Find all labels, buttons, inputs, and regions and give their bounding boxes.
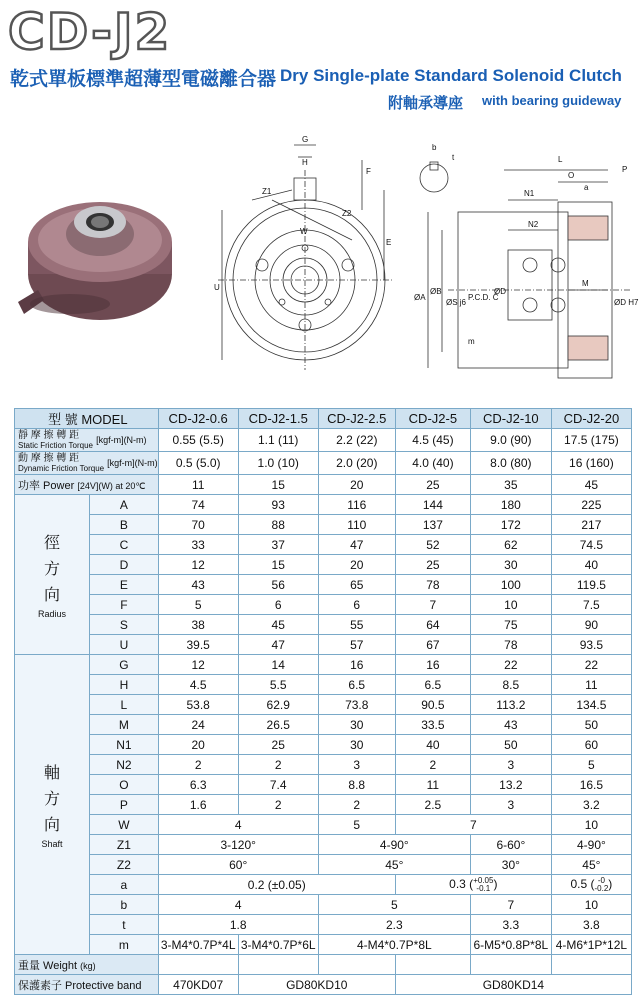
label-M: M (582, 279, 589, 288)
table-cell: 0.2 (±0.05) (158, 875, 395, 895)
section-char: 徑 (44, 534, 61, 552)
table-row (15, 495, 632, 515)
table-cell: 73.8 (318, 695, 395, 715)
table-cell: 43 (470, 715, 551, 735)
table-row (15, 595, 632, 615)
subtitle-english: with bearing guideway (482, 93, 622, 108)
model-cell: CD-J2-10 (470, 409, 551, 429)
table-cell: 33 (158, 535, 238, 555)
table-row (15, 715, 632, 735)
table-cell: 16 (160) (551, 452, 631, 475)
table-row (15, 895, 632, 915)
table-cell: 4 (158, 895, 318, 915)
table-cell: 4.5 (45) (395, 429, 470, 452)
table-cell: 0.5 ( -0 -0.2 ) (551, 875, 631, 895)
table-cell: 35 (470, 475, 551, 495)
table-cell: 3 (470, 755, 551, 775)
dimension-key: U (90, 635, 159, 655)
table-cell: 1.1 (11) (238, 429, 318, 452)
label-W: W (300, 227, 308, 236)
title-chinese: 乾式單板標準超薄型電磁離合器 (10, 69, 277, 90)
static-torque-label: 靜 摩 擦 轉 距 Static Friction Torque [kgf-m](N-m) (15, 429, 159, 452)
table-cell: 45° (318, 855, 470, 875)
table-cell: 1.0 (10) (238, 452, 318, 475)
table-cell: 3-M4*0.7P*4L (158, 935, 238, 955)
section-char: 方 (44, 790, 61, 808)
label-N2: N2 (528, 220, 539, 229)
table-row (15, 875, 632, 895)
table-row (15, 555, 632, 575)
table-cell: 26.5 (238, 715, 318, 735)
table-cell: 45° (551, 855, 631, 875)
table-row (15, 775, 632, 795)
table-cell: 4 (158, 815, 318, 835)
dynamic-torque-row (15, 452, 632, 475)
table-cell: 4-90° (551, 835, 631, 855)
dynamic-torque-label: 動 摩 擦 轉 距 Dynamic Friction Torque [kgf-m](N-m) (15, 452, 159, 475)
table-cell: 93.5 (551, 635, 631, 655)
table-cell: 4-M4*0.7P*8L (318, 935, 470, 955)
table-cell: 6.3 (158, 775, 238, 795)
table-cell: 3 (470, 795, 551, 815)
protective-band-row (15, 975, 632, 995)
dimension-key: Z2 (90, 855, 159, 875)
table-cell: 70 (158, 515, 238, 535)
label-phiB: ØB (430, 287, 442, 296)
model-cell: CD-J2-2.5 (318, 409, 395, 429)
table-cell: 39.5 (158, 635, 238, 655)
table-cell: 7 (470, 895, 551, 915)
label-phiS: ØS j6 (446, 298, 467, 307)
table-cell: 15 (238, 555, 318, 575)
label-phiD: ØD (494, 287, 506, 296)
table-cell: 24 (158, 715, 238, 735)
table-cell: 16 (318, 655, 395, 675)
table-cell: 30 (318, 735, 395, 755)
dimension-key: D (90, 555, 159, 575)
spec-table (14, 408, 632, 995)
table-cell: 5 (318, 815, 395, 835)
table-cell: 25 (238, 735, 318, 755)
table-row (15, 855, 632, 875)
table-cell: 16 (395, 655, 470, 675)
dimension-key: B (90, 515, 159, 535)
label-phiA: ØA (414, 293, 426, 302)
model-logo: CD-J2 (8, 3, 172, 61)
table-cell: 20 (158, 735, 238, 755)
table-cell: 137 (395, 515, 470, 535)
table-cell: 0.3 ( +0.05 -0.1 ) (395, 875, 551, 895)
table-cell: 22 (470, 655, 551, 675)
label-F: F (366, 167, 371, 176)
table-cell: 3.8 (551, 915, 631, 935)
label-G: G (302, 135, 309, 144)
table-cell: 5 (158, 595, 238, 615)
table-cell: 30 (318, 715, 395, 735)
table-cell: 8.5 (470, 675, 551, 695)
dimension-key: S (90, 615, 159, 635)
table-cell: 7 (395, 815, 551, 835)
table-cell: 4.5 (158, 675, 238, 695)
table-cell: 470KD07 (158, 975, 238, 995)
label-b: b (432, 143, 437, 152)
table-cell: 119.5 (551, 575, 631, 595)
dimension-key: N2 (90, 755, 159, 775)
table-cell: 14 (238, 655, 318, 675)
dimension-key: O (90, 775, 159, 795)
table-cell: GD80KD10 (238, 975, 395, 995)
table-cell: 172 (470, 515, 551, 535)
dimension-key: a (90, 875, 159, 895)
table-cell: 45 (551, 475, 631, 495)
dimension-key: N1 (90, 735, 159, 755)
table-cell: 11 (158, 475, 238, 495)
table-row (15, 815, 632, 835)
table-cell: 144 (395, 495, 470, 515)
table-cell: 6 (318, 595, 395, 615)
dimension-key: t (90, 915, 159, 935)
table-cell: 60° (158, 855, 318, 875)
table-cell: 90 (551, 615, 631, 635)
table-cell: 62 (470, 535, 551, 555)
label-N1: N1 (524, 189, 535, 198)
table-cell: 25 (395, 475, 470, 495)
label-Z2: Z2 (342, 209, 352, 218)
table-cell: 37 (238, 535, 318, 555)
table-cell: 180 (470, 495, 551, 515)
table-cell: 113.2 (470, 695, 551, 715)
table-cell: 78 (395, 575, 470, 595)
table-cell: 3.3 (470, 915, 551, 935)
table-cell: 2.0 (20) (318, 452, 395, 475)
table-cell: 47 (318, 535, 395, 555)
table-cell: 53.8 (158, 695, 238, 715)
table-cell: 15 (238, 475, 318, 495)
table-cell: 10 (470, 595, 551, 615)
model-cell: CD-J2-5 (395, 409, 470, 429)
table-cell: 6-M5*0.8P*8L (470, 935, 551, 955)
front-view-drawing (212, 130, 398, 370)
table-cell: 7.4 (238, 775, 318, 795)
model-cell: CD-J2-20 (551, 409, 631, 429)
dimension-key: Z1 (90, 835, 159, 855)
section-char: 軸 (44, 764, 61, 782)
table-cell: 2 (238, 755, 318, 775)
dimension-key: m (90, 935, 159, 955)
table-cell: 12 (158, 655, 238, 675)
table-row (15, 635, 632, 655)
side-view-drawing (408, 130, 639, 380)
power-label: 功率 Power [24V](W) at 20℃ (15, 475, 159, 495)
table-cell: 5.5 (238, 675, 318, 695)
table-cell: 1.6 (158, 795, 238, 815)
header (0, 0, 640, 120)
dimension-key: F (90, 595, 159, 615)
table-cell: 11 (551, 675, 631, 695)
table-row (15, 515, 632, 535)
table-cell: 3.2 (551, 795, 631, 815)
table-cell: 65 (318, 575, 395, 595)
table-header-row (15, 409, 632, 429)
table-cell: 10 (551, 815, 631, 835)
table-cell: 217 (551, 515, 631, 535)
table-cell: 2.5 (395, 795, 470, 815)
table-row (15, 915, 632, 935)
table-cell: 2.2 (22) (318, 429, 395, 452)
table-cell: 38 (158, 615, 238, 635)
table-cell: 50 (470, 735, 551, 755)
table-cell: 0.5 (5.0) (158, 452, 238, 475)
table-cell: 57 (318, 635, 395, 655)
power-row (15, 475, 632, 495)
shaft-section (15, 655, 632, 955)
table-row (15, 755, 632, 775)
table-cell: 12 (158, 555, 238, 575)
title-english: Dry Single-plate Standard Solenoid Clutch (280, 66, 622, 85)
section-en: Radius (38, 608, 67, 619)
dimension-key: E (90, 575, 159, 595)
table-cell: 74.5 (551, 535, 631, 555)
table-cell: 17.5 (175) (551, 429, 631, 452)
table-cell: 225 (551, 495, 631, 515)
label-phiD-H7: ØD H7 (614, 298, 639, 307)
static-torque-row (15, 429, 632, 452)
table-row (15, 835, 632, 855)
table-cell: 16.5 (551, 775, 631, 795)
table-cell: GD80KD14 (395, 975, 631, 995)
dimension-key: A (90, 495, 159, 515)
table-row (15, 795, 632, 815)
table-cell: 30 (470, 555, 551, 575)
subtitle-chinese: 附軸承導座 (388, 95, 464, 112)
table-cell: 60 (551, 735, 631, 755)
table-cell: 6 (238, 595, 318, 615)
table-row (15, 615, 632, 635)
model-header: 型 號 MODEL (15, 409, 159, 429)
table-cell: 134.5 (551, 695, 631, 715)
table-cell: 75 (470, 615, 551, 635)
table-cell: 33.5 (395, 715, 470, 735)
table-cell: 9.0 (90) (470, 429, 551, 452)
section-en: Shaft (41, 838, 63, 849)
table-cell: 50 (551, 715, 631, 735)
dimension-key: b (90, 895, 159, 915)
table-cell: 40 (551, 555, 631, 575)
section-char: 向 (44, 586, 61, 604)
table-cell: 8.0 (80) (470, 452, 551, 475)
table-cell: 7 (395, 595, 470, 615)
table-cell: 25 (395, 555, 470, 575)
protective-band-label: 保護素子 Protective band (15, 975, 159, 995)
table-cell: 11 (395, 775, 470, 795)
model-cell: CD-J2-1.5 (238, 409, 318, 429)
table-row (15, 655, 632, 675)
table-row (15, 575, 632, 595)
table-cell: 10 (551, 895, 631, 915)
dimension-key: W (90, 815, 159, 835)
table-cell: 5 (318, 895, 470, 915)
table-cell: 3-M4*0.7P*6L (238, 935, 318, 955)
table-cell: 90.5 (395, 695, 470, 715)
table-cell: 110 (318, 515, 395, 535)
table-cell: 78 (470, 635, 551, 655)
table-cell: 2 (238, 795, 318, 815)
clutch-photo (10, 182, 188, 342)
table-cell: 2 (318, 795, 395, 815)
label-pcd: P.C.D. C (468, 293, 499, 302)
table-cell: 13.2 (470, 775, 551, 795)
table-cell: 100 (470, 575, 551, 595)
label-H: H (302, 158, 308, 167)
label-P: P (622, 165, 628, 174)
label-E: E (386, 238, 392, 247)
table-cell: 4.0 (40) (395, 452, 470, 475)
table-cell: 2.3 (318, 915, 470, 935)
table-cell: 20 (318, 475, 395, 495)
table-row (15, 935, 632, 955)
table-cell: 93 (238, 495, 318, 515)
table-cell: 3 (318, 755, 395, 775)
table-cell: 4-90° (318, 835, 470, 855)
table-row (15, 735, 632, 755)
radius-label (15, 495, 90, 655)
label-U: U (214, 283, 220, 292)
table-cell: 5 (551, 755, 631, 775)
table-cell: 7.5 (551, 595, 631, 615)
shaft-label (15, 655, 90, 955)
table-cell: 45 (238, 615, 318, 635)
table-cell: 47 (238, 635, 318, 655)
dimension-key: P (90, 795, 159, 815)
table-cell: 8.8 (318, 775, 395, 795)
weight-label: 重量 Weight (kg) (15, 955, 159, 975)
table-cell: 52 (395, 535, 470, 555)
table-cell: 67 (395, 635, 470, 655)
table-cell: 40 (395, 735, 470, 755)
table-cell: 1.8 (158, 915, 318, 935)
weight-row (15, 955, 632, 975)
label-t: t (452, 153, 455, 162)
table-cell: 56 (238, 575, 318, 595)
table-cell: 62.9 (238, 695, 318, 715)
table-cell: 74 (158, 495, 238, 515)
dimension-key: L (90, 695, 159, 715)
dimension-key: H (90, 675, 159, 695)
table-cell: 0.55 (5.5) (158, 429, 238, 452)
label-L: L (558, 155, 563, 164)
table-row (15, 535, 632, 555)
dimension-key: M (90, 715, 159, 735)
label-Z1: Z1 (262, 187, 272, 196)
label-m: m (468, 337, 475, 346)
table-cell: 6.5 (395, 675, 470, 695)
table-cell: 88 (238, 515, 318, 535)
label-O: O (568, 171, 575, 180)
table-cell: 4-M6*1P*12L (551, 935, 631, 955)
table-cell: 2 (395, 755, 470, 775)
table-row (15, 675, 632, 695)
table-row (15, 695, 632, 715)
table-cell: 43 (158, 575, 238, 595)
table-cell: 22 (551, 655, 631, 675)
model-cell: CD-J2-0.6 (158, 409, 238, 429)
table-cell: 6-60° (470, 835, 551, 855)
table-cell: 64 (395, 615, 470, 635)
section-char: 向 (44, 816, 61, 834)
radius-section (15, 495, 632, 655)
table-cell: 116 (318, 495, 395, 515)
table-cell: 30° (470, 855, 551, 875)
section-char: 方 (44, 560, 61, 578)
label-a: a (584, 183, 589, 192)
table-cell: 3-120° (158, 835, 318, 855)
table-cell: 6.5 (318, 675, 395, 695)
table-cell: 2 (158, 755, 238, 775)
table-cell: 55 (318, 615, 395, 635)
dimension-key: C (90, 535, 159, 555)
dimension-key: G (90, 655, 159, 675)
table-cell: 20 (318, 555, 395, 575)
